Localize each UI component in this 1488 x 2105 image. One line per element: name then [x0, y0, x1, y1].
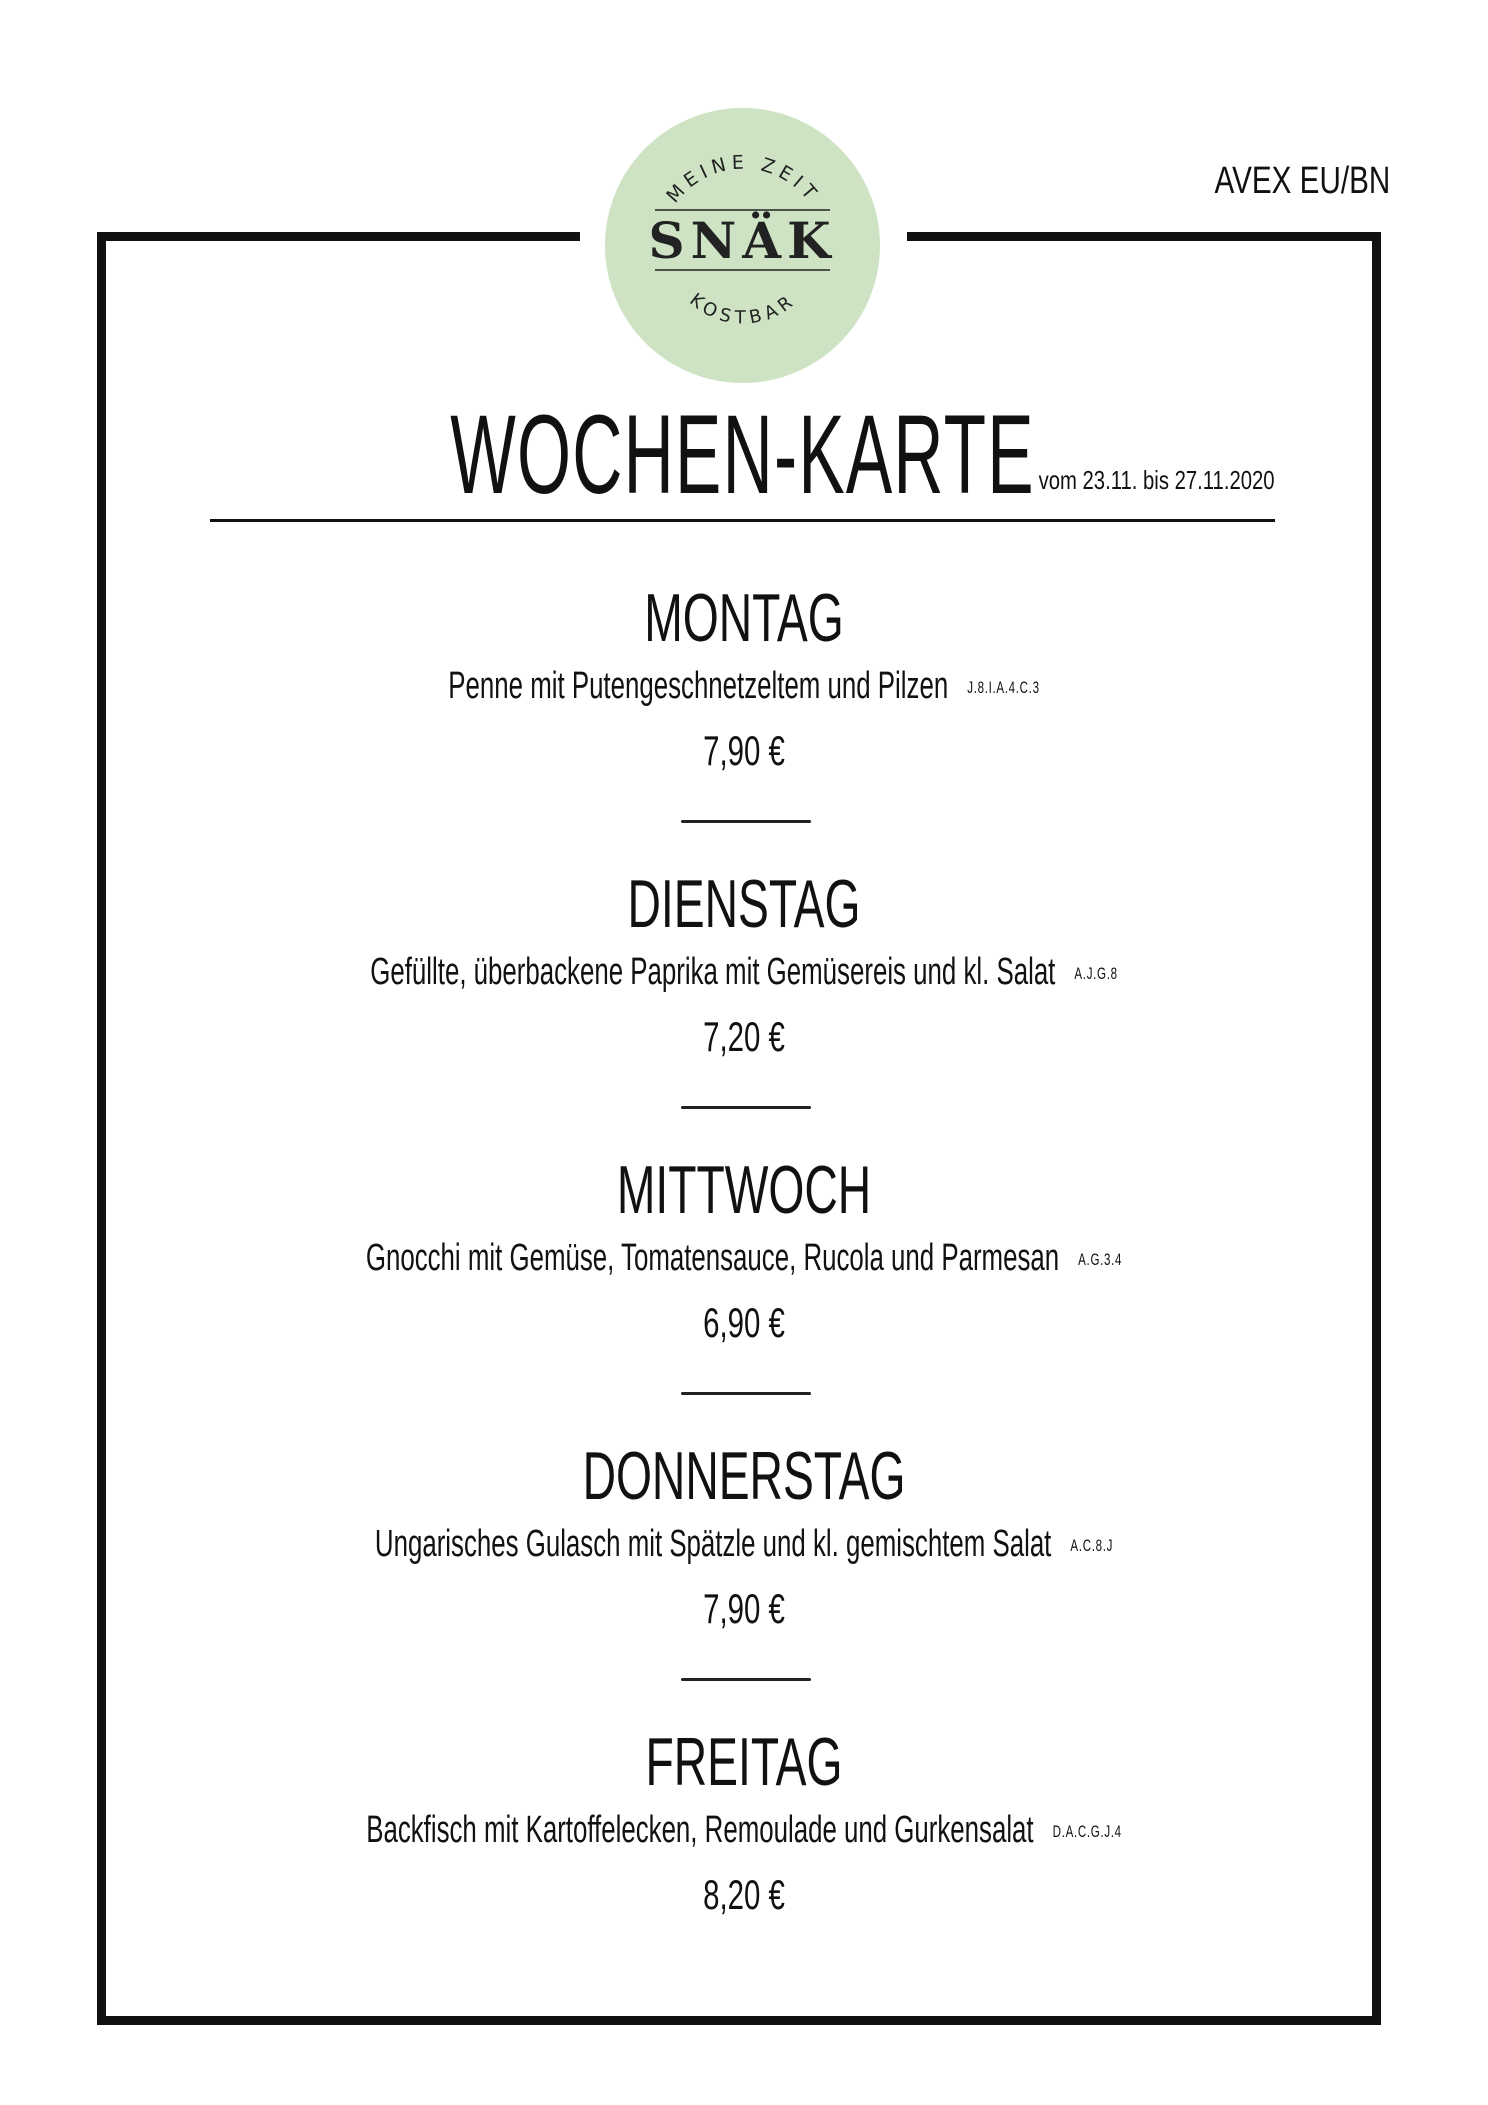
title-rule [210, 519, 1275, 522]
page-title: WOCHEN-KARTE [450, 392, 1035, 517]
allergen-codes: A.J.G.8 [1074, 963, 1118, 983]
svg-text:KOSTBAR [685, 289, 800, 328]
logo-brand: SNÄK [648, 211, 837, 270]
dish-name: Penne mit Putengeschnetzeltem und Pilzen [448, 665, 949, 707]
dish-name: Backfisch mit Kartoffelecken, Remoulade und Gurkensalat [366, 1809, 1034, 1851]
day-section-montag [97, 580, 1391, 776]
day-name: DIENSTAG [627, 866, 861, 942]
day-section-dienstag [97, 866, 1391, 1062]
snak-logo [605, 108, 880, 383]
dish-line [304, 1806, 1184, 1856]
dish-price: 7,20 € [703, 1012, 785, 1060]
corner-label: AVEX EU/BN [1214, 160, 1390, 202]
dish-price: 8,20 € [703, 1870, 785, 1918]
svg-text:MEINE ZEIT [662, 152, 824, 208]
day-section-mittwoch [97, 1152, 1391, 1348]
day-divider [681, 1678, 811, 1681]
dish-line [304, 1234, 1184, 1284]
allergen-codes: D.A.C.G.J.4 [1052, 1821, 1122, 1841]
allergen-codes: A.G.3.4 [1078, 1249, 1123, 1269]
day-divider [681, 820, 811, 823]
day-name: MITTWOCH [616, 1152, 872, 1228]
dish-line [304, 948, 1184, 998]
dish-price: 7,90 € [703, 1584, 785, 1632]
dish-line [304, 662, 1184, 712]
allergen-codes: J.8.I.A.4.C.3 [967, 677, 1040, 697]
title-block [210, 392, 1275, 525]
day-section-freitag [97, 1724, 1391, 1920]
dish-name: Gefüllte, überbackene Paprika mit Gemüsereis und kl. Salat [370, 951, 1056, 993]
dish-line [304, 1520, 1184, 1570]
logo-bottom-arc: KOSTBAR [685, 289, 801, 329]
logo-top-arc: MEINE ZEIT [662, 151, 824, 208]
day-divider [681, 1392, 811, 1395]
dish-name: Ungarisches Gulasch mit Spätzle und kl. gemischtem Salat [374, 1523, 1052, 1565]
day-name: DONNERSTAG [582, 1438, 906, 1514]
dish-price: 6,90 € [703, 1298, 785, 1346]
day-name: FREITAG [645, 1724, 843, 1800]
dish-price: 7,90 € [703, 726, 785, 774]
day-name: MONTAG [644, 580, 844, 656]
day-section-donnerstag [97, 1438, 1391, 1634]
dish-name: Gnocchi mit Gemüse, Tomatensauce, Rucola und Parmesan [365, 1237, 1060, 1279]
day-divider [681, 1106, 811, 1109]
date-range: vom 23.11. bis 27.11.2020 [1038, 465, 1275, 495]
allergen-codes: A.C.8.J [1070, 1535, 1114, 1555]
